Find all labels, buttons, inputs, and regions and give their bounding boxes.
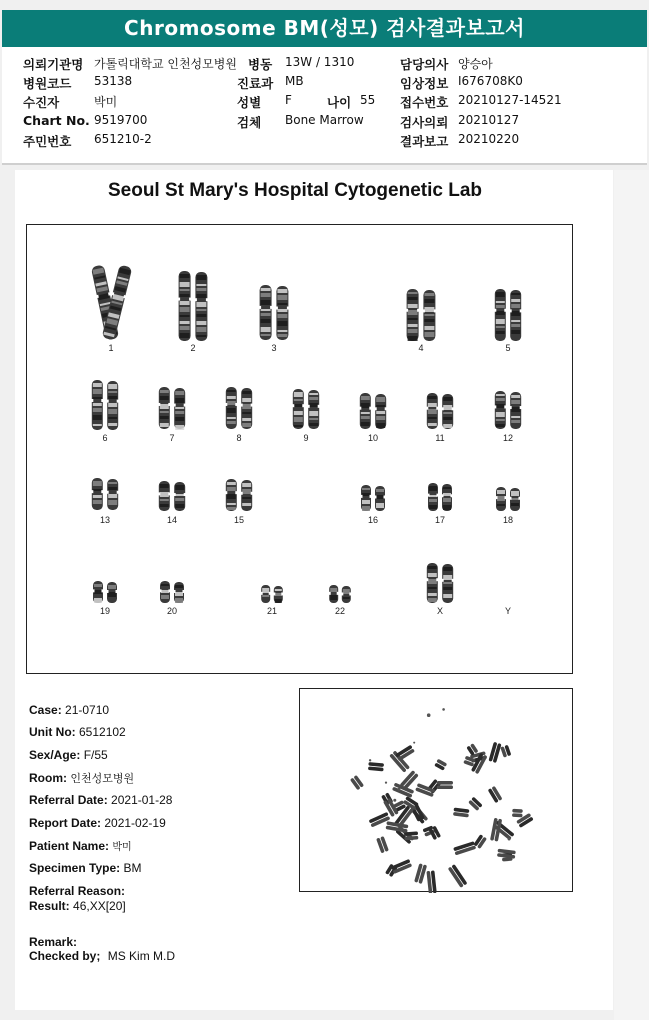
debris-dot (427, 713, 431, 717)
field-label: 임상정보 (400, 76, 449, 91)
field-value: 13W / 1310 (285, 55, 355, 69)
info-row (29, 725, 126, 739)
age-label: 나이 (327, 95, 352, 110)
debris-dot (413, 742, 415, 744)
metaphase-chromosome (391, 859, 412, 874)
chromosome-label: 12 (502, 433, 513, 443)
debris-dot (385, 782, 387, 784)
chromosome-pair-10 (359, 393, 387, 429)
report-page (15, 170, 613, 1010)
field-value: I676708K0 (458, 74, 523, 88)
chromosome-pair-19 (92, 581, 118, 603)
chromosome-pair-3 (259, 285, 290, 340)
debris-dot (442, 708, 445, 711)
metaphase-chromosome (512, 809, 523, 818)
info-value: 21-0710 (65, 703, 110, 717)
metaphase-chromosome (500, 745, 511, 758)
info-key: Checked by; (29, 949, 101, 963)
info-key: Sex/Age: (29, 748, 81, 762)
info-value: 박미 (112, 842, 132, 853)
page-margin (614, 170, 649, 1020)
karyotype-panel (26, 224, 573, 674)
metaphase-chromosome (414, 863, 427, 884)
chromosome-label: 11 (435, 433, 445, 443)
metaphase-image (300, 689, 574, 893)
chromosome-pair-13 (91, 478, 119, 510)
debris-dot (369, 759, 371, 761)
metaphase-chromosome (488, 786, 503, 803)
chromosome-label: 6 (102, 433, 108, 443)
info-row (29, 949, 175, 963)
chromosome-pair-20 (159, 581, 185, 603)
info-value: F/55 (83, 748, 108, 762)
chromosome-label: 19 (99, 606, 110, 616)
chromosome-label: 4 (418, 343, 424, 353)
metaphase-chromosome (453, 841, 476, 855)
field-label: 검체 (237, 115, 262, 130)
chromosome-label: 1 (108, 343, 114, 353)
metaphase-chromosome (488, 742, 501, 763)
chromosome-label: 9 (303, 433, 309, 443)
field-value: Bone Marrow (285, 113, 364, 127)
info-key: Remark: (29, 935, 78, 949)
field-value: F (285, 93, 292, 107)
field-value: 가톨릭대학교 인천성모병원 (94, 57, 237, 71)
age-value: 55 (360, 93, 376, 107)
info-row (29, 748, 108, 762)
chromosome-pair-12 (494, 391, 522, 429)
chromosome-pair-18 (495, 487, 521, 511)
header-row (2, 93, 647, 112)
field-label: 결과보고 (400, 134, 449, 149)
info-key: Patient Name: (29, 839, 110, 853)
chromosome-label: 5 (505, 343, 511, 353)
chromosome-pair-9 (292, 389, 320, 429)
chromosome-pair-X (426, 563, 454, 603)
chromosome-label: 13 (99, 515, 110, 525)
chromosome-pair-11 (426, 393, 454, 429)
chromosome-label: 8 (236, 433, 242, 443)
field-value: 박미 (94, 95, 118, 109)
chromosome-label: 2 (190, 343, 196, 353)
chromosome-label: 22 (334, 606, 345, 616)
info-value: MS Kim M.D (107, 949, 176, 963)
info-row (29, 884, 125, 898)
info-key: Referral Date: (29, 793, 108, 807)
chromosome-label: 16 (367, 515, 378, 525)
field-value: 양승아 (458, 57, 493, 71)
info-value: 2021-01-28 (111, 793, 173, 807)
info-row (29, 793, 172, 807)
info-key: Room: (29, 771, 67, 785)
info-row (29, 899, 126, 913)
header-info-table (2, 47, 647, 165)
chromosome-label: 3 (271, 343, 277, 353)
chromosome-pair-15 (225, 479, 253, 511)
field-label: Chart No. (23, 113, 90, 128)
metaphase-chromosome (426, 870, 436, 893)
field-label: 담당의사 (400, 57, 449, 72)
chromosome-label: Y (504, 606, 511, 616)
chromosome-label: 18 (502, 515, 513, 525)
info-key: Case: (29, 703, 62, 717)
chromosome-pair-17 (427, 483, 453, 511)
chromosome-label: 10 (367, 433, 378, 443)
info-row (29, 703, 109, 717)
chromosome-pair-4 (406, 289, 437, 341)
info-value: 인천성모병원 (70, 773, 135, 785)
chromosome-pair-22 (328, 585, 352, 603)
metaphase-chromosome (350, 775, 364, 790)
lab-title: Seoul St Mary's Hospital Cytogenetic Lab (107, 180, 483, 201)
info-key: Specimen Type: (29, 861, 121, 875)
field-value: 20210127 (458, 113, 520, 127)
chromosome-label: 20 (166, 606, 177, 616)
field-value: 53138 (94, 74, 133, 88)
field-label: 접수번호 (400, 95, 449, 110)
chromosome-label: 7 (169, 433, 175, 443)
field-label: 진료과 (237, 76, 274, 91)
field-label: 의뢰기관명 (23, 57, 84, 72)
chromosome-pair-8 (225, 387, 253, 429)
chromosome-label: 15 (233, 515, 244, 525)
chromosome-pair-21 (260, 585, 284, 603)
debris-dot (398, 788, 401, 791)
info-row (29, 770, 134, 786)
metaphase-chromosome (468, 797, 483, 811)
field-value: 20210127-14521 (458, 93, 562, 107)
metaphase-chromosome (376, 836, 389, 853)
header-row (2, 74, 647, 93)
field-value: 20210220 (458, 132, 520, 146)
chromosome-pair-1 (90, 264, 133, 340)
chromosome-label: 14 (166, 515, 177, 525)
chromosome-label: X (436, 606, 443, 616)
info-value: 46,XX[20] (73, 899, 126, 913)
info-key: Result: (29, 899, 70, 913)
metaphase-chromosome (368, 762, 384, 771)
chromosome-label: 17 (434, 515, 445, 525)
chromosome-pair-7 (158, 387, 186, 430)
metaphase-chromosome (434, 759, 447, 771)
field-value: MB (285, 74, 304, 88)
field-value: 9519700 (94, 113, 148, 127)
field-label: 병원코드 (23, 76, 72, 91)
chromosome-pair-16 (360, 485, 386, 511)
chromosome-pair-14 (158, 481, 186, 511)
debris-dot (508, 838, 511, 841)
field-label: 수진자 (23, 95, 60, 110)
field-label: 검사의뢰 (400, 115, 449, 130)
chromosome-pair-2 (178, 271, 209, 341)
metaphase-chromosome (369, 812, 391, 828)
header-row (2, 55, 647, 74)
chromosome-pair-6 (91, 380, 119, 430)
info-row (29, 861, 141, 875)
chromosome-pair-5 (494, 289, 522, 341)
field-label: 병동 (248, 57, 273, 72)
info-row (29, 838, 132, 853)
metaphase-panel (299, 688, 573, 892)
debris-dot (393, 799, 396, 802)
chromosome-label: 21 (266, 606, 277, 616)
info-value: 6512102 (79, 725, 126, 739)
metaphase-chromosome (453, 808, 469, 818)
info-key: Referral Reason: (29, 884, 126, 898)
field-value: 651210-2 (94, 132, 152, 146)
header-row (2, 113, 647, 132)
info-value: 2021-02-19 (104, 816, 166, 830)
info-key: Unit No: (29, 725, 76, 739)
metaphase-chromosome (448, 864, 468, 888)
info-value: BM (123, 861, 142, 875)
info-row (29, 816, 166, 830)
header-row (2, 132, 647, 151)
report-title: Chromosome BM(성모) 검사결과보고서 (2, 10, 647, 47)
field-label: 주민번호 (23, 134, 72, 149)
field-label: 성별 (237, 95, 262, 110)
info-row (29, 935, 77, 949)
info-key: Report Date: (29, 816, 102, 830)
